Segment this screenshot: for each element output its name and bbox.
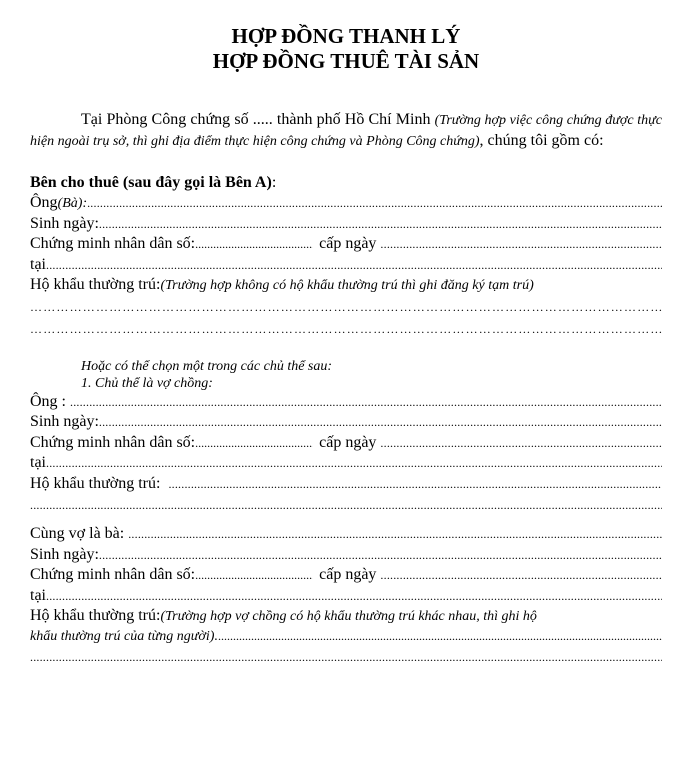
husband-issued-label: cấp ngày	[319, 433, 377, 451]
party-a-heading-text: Bên cho thuê (sau đây gọi là Bên A)	[30, 174, 272, 191]
party-a-at-label: tại	[30, 255, 46, 273]
party-a-residence-label: Hộ khẩu thường trú:	[30, 276, 161, 293]
party-a-issued-field[interactable]	[380, 235, 662, 255]
party-a-name-row	[30, 193, 662, 214]
wife-dob-field[interactable]	[99, 546, 662, 566]
wife-issued-field[interactable]	[380, 566, 662, 586]
party-a-issued-label: cấp ngày	[319, 235, 377, 252]
wife-residence-note-1: (Trường hợp vợ chồng có hộ khẩu thường trú khác nhau, thì ghi hộ	[160, 609, 537, 624]
wife-name-field[interactable]	[128, 525, 662, 545]
wife-id-label: Chứng minh nhân dân số:	[30, 566, 196, 583]
intro-text-start: Tại Phòng Công chứng số ..... thành phố Hồ Chí Minh	[81, 111, 435, 128]
party-a-dob-row	[30, 214, 662, 235]
party-a-heading-colon: :	[271, 174, 277, 191]
party-a-ong-label: Ông	[30, 194, 58, 211]
party-a-ba-label: (Bà):	[57, 196, 88, 211]
wife-label: Cùng vợ là bà:	[30, 525, 125, 542]
wife-at-label: tại	[30, 586, 46, 604]
wife-residence-row-2	[30, 627, 662, 646]
party-a-residence-line-2[interactable]	[30, 318, 662, 340]
husband-residence-label: Hộ khẩu thường trú:	[30, 474, 161, 492]
wife-id-field[interactable]	[195, 566, 313, 586]
husband-id-label: Chứng minh nhân dân số:	[30, 433, 196, 451]
subject-options	[30, 358, 662, 392]
wife-residence-row	[30, 606, 662, 627]
party-a-id-field[interactable]	[195, 235, 313, 255]
husband-dob-field[interactable]	[99, 413, 662, 433]
wife-residence-line-2[interactable]	[30, 646, 662, 668]
husband-id-field[interactable]	[195, 434, 313, 454]
contract-page	[30, 24, 662, 668]
husband-ong-label: Ông :	[30, 392, 66, 410]
spacer	[30, 516, 662, 524]
party-a-at-row	[30, 255, 662, 276]
husband-issued-field[interactable]	[380, 434, 662, 454]
wife-name-row	[30, 524, 662, 545]
husband-residence-row	[30, 474, 662, 495]
wife-dob-row	[30, 545, 662, 566]
wife-residence-note-2: khẩu thường trú của từng người).	[30, 628, 218, 644]
intro-paragraph	[30, 110, 662, 152]
wife-at-row	[30, 586, 662, 607]
husband-residence-line-2[interactable]	[30, 494, 662, 516]
husband-residence-field[interactable]	[168, 475, 662, 495]
document-title	[30, 24, 662, 74]
options-choose-text: Hoặc có thể chọn một trong các chủ thể sau:	[81, 358, 333, 374]
party-a-at-field[interactable]	[46, 256, 662, 276]
intro-italic-note: (Trường hợp việc công chứng được thực hiện ngoài trụ sở, thì ghi địa điểm thực hiện công chứng và Phòng Công chứng)	[30, 113, 663, 149]
party-a-residence-line-1[interactable]	[30, 296, 662, 318]
party-a-dob-field[interactable]	[99, 215, 662, 235]
husband-name-field[interactable]	[70, 393, 662, 413]
party-a-residence-row	[30, 275, 662, 296]
husband-at-field[interactable]	[46, 454, 662, 474]
wife-residence-field[interactable]	[218, 627, 662, 646]
wife-issued-label: cấp ngày	[319, 566, 377, 583]
options-item-1: 1. Chủ thể là vợ chồng:	[81, 375, 213, 391]
wife-dob-label: Sinh ngày:	[30, 545, 99, 563]
husband-at-label: tại	[30, 454, 46, 471]
husband-dob-label: Sinh ngày:	[30, 413, 99, 430]
party-a-id-row	[30, 234, 662, 255]
party-a-dob-label: Sinh ngày:	[30, 214, 99, 232]
husband-dob-row	[30, 412, 662, 433]
title-line-1: HỢP ĐỒNG THANH LÝ	[231, 24, 461, 48]
intro-text-end: , chúng tôi gồm có:	[479, 132, 604, 149]
party-a-heading	[30, 172, 662, 193]
husband-at-row	[30, 453, 662, 474]
husband-id-row	[30, 433, 662, 454]
party-a-residence-note: (Trường hợp không có hộ khẩu thường trú thì ghi đăng ký tạm trú)	[160, 278, 534, 293]
party-a-name-field[interactable]	[87, 194, 662, 214]
wife-id-row	[30, 565, 662, 586]
wife-at-field[interactable]	[46, 587, 662, 607]
title-line-2: HỢP ĐỒNG THUÊ TÀI SẢN	[212, 49, 480, 73]
party-a-id-label: Chứng minh nhân dân số:	[30, 235, 196, 252]
wife-residence-label: Hộ khẩu thường trú:	[30, 607, 161, 624]
husband-name-row	[30, 392, 662, 413]
